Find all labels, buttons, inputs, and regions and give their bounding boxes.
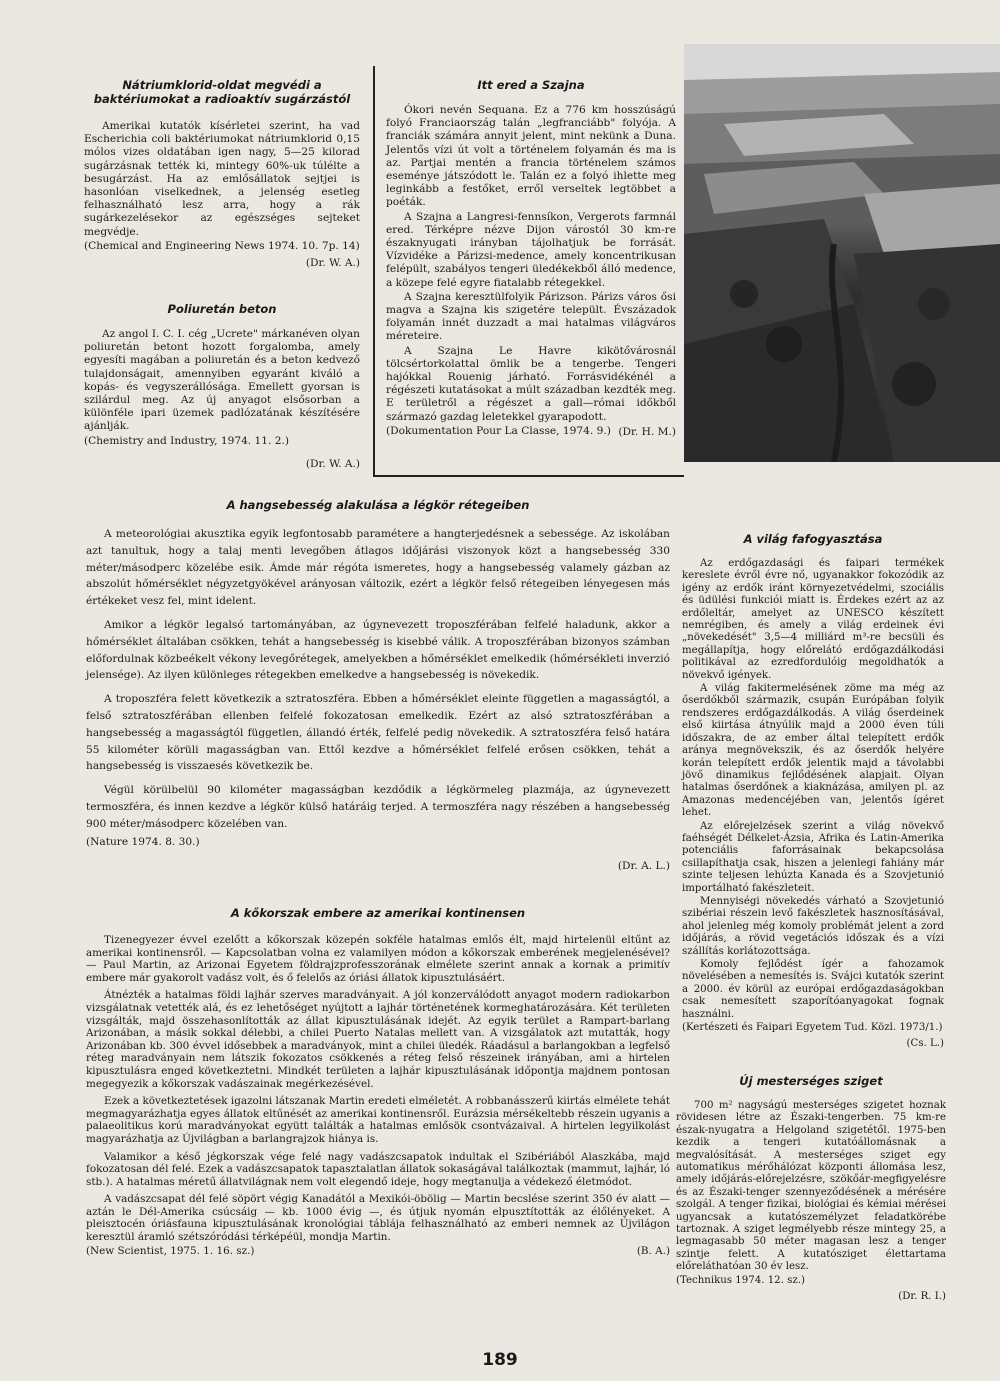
article-paragraph: Átnézték a hatalmas földi lajhár szerves maradványait. A jól konzerválódott anyagot modern radiokarbon vizsgálatnak vetették alá, és ez lehetőséget nyújtott a lajhár történetének kormeghatározására. Két területen vizsgálták, majd összehasonlították az állat kipusztulásának idejét. Az egyik terület a Rampart-barlang Arizonában, a másik sokkal délebbi, a chilei Puerto Natalas mellett van. A vizsgálatok azt mutatták, hogy Arizonában kb. 300 évvel idősebbek a maradványok, mint a chilei üledék. Ráadásul a barlangokban a legfelső réteg maradványain nem látszik fokozatos csökkenés a réteg felső részeinek irányában, ami a hirtelen kipusztulásra enged következtetni. Mindkét területen a lajhár kipusztulásának időpontja majdnem pontosan megegyezik a kőkorszak vadászainak megérkezésével.	[86, 989, 670, 1090]
article-paragraph: Az előrejelzések szerint a világ növekvő faéhségét Délkelet-Ázsia, Afrika és Latin-Amerika potenciális faforrásainak bekapcsolása csillapíthatja csak, hiszen a jelenlegi fahiány már szinte teljesen lehúzta Kanada és a Szovjetunió importálható fakészleteit.	[682, 820, 944, 894]
article-signature: (Dr. A. L.)	[617, 860, 670, 873]
article-natrium	[84, 78, 360, 274]
page-number: 189	[482, 1350, 518, 1370]
article-paragraph: Az erdőgazdasági és faipari termékek kereslete évről évre nő, ugyanakkor fokozódik az igény az erdők iránt környezetvédelmi, szociális és üdülési funkciói miatt is. Érdekes ezért az az erdőleltár, amelyet az UNESCO készített nemrégiben, és amely a világ erdeinek évi „növekedését" 3,5—4 milliárd m³-re becsüli és megállapítja, hogy előrelátó erdőgazdálkodási politikával az ezredfordulóig megoldhatók a növekvő igények.	[682, 558, 944, 681]
article-paragraph: Tizenegyezer évvel ezelőtt a kőkorszak közepén sokféle hatalmas emlős élt, majd hirtelenül eltűnt az amerikai kontinensről. — Kapcsolatban volna ez valamilyen módon a kőkorszak emberének megjelenésével? — Paul Martin, az Arizonai Egyetem földrajzprofesszorának elmélete szerint annak a kornak a primitív embere már gyakorolt vadász volt, és ő felelős az óriási állatok kipusztulásáért.	[86, 934, 670, 984]
article-title: Poliuretán beton	[167, 302, 277, 316]
box-bottom-rule	[373, 475, 684, 477]
article-paragraph: Komoly fejlődést ígér a fahozamok növelésében a nemesítés is. Svájci kutatók szerint a 2000. év körül az európai erdőgazdaságokban csak nemesített szaporítóanyagokat fognak használni.	[682, 959, 944, 1020]
article-title: Új mesterséges sziget	[739, 1074, 883, 1088]
article-title: A kőkorszak embere az amerikai kontinensen	[230, 906, 526, 920]
article-paragraph: A meteorológiai akusztika egyik legfontosabb paramétere a hangterjedésnek a sebessége. Az iskolában azt tanultuk, hogy a talaj menti levegőben átlagos időjárási viszonyok közt a hangsebesség 330 méter/másodperc közelébe esik. Ámde már régóta ismeretes, hogy a hangsebesség valamely gázban az abszolút hőmérséklet négyzetgyökével arányosan változik, ezért a légkör felső rétegeiben lényegesen más értékeket vesz fel, mint idelent.	[86, 528, 670, 608]
article-paragraph: Az angol I. C. I. cég „Ucrete" márkanéven olyan poliuretán betont hozott forgalomba, amely egyesíti magában a poliuretán és a beton kedvező tulajdonságait, amennyiben egyaránt kiváló a kopás- és vegyszerállósága. Emellett gyorsan is szilárdul meg. Az új anyagot elsősorban a különféle ipari üzemek padlózatának készítésére ajánlják.	[84, 328, 360, 433]
article-signature: (B. A.)	[636, 1245, 670, 1258]
article-signature: (Dr. H. M.)	[618, 426, 676, 439]
article-szajna	[386, 78, 676, 443]
article-signature: (Dr. W. A.)	[305, 457, 360, 470]
box-left-rule	[373, 66, 375, 476]
article-source: (Dokumentation Pour La Classe, 1974. 9.)	[386, 424, 611, 437]
article-signature: (Dr. W. A.)	[305, 257, 360, 270]
article-title: A világ fafogyasztása	[743, 532, 883, 546]
article-source: (Chemistry and Industry, 1974. 11. 2.)	[84, 434, 289, 447]
article-paragraph: Végül körülbelül 90 kilométer magasságban kezdődik a légkörmeleg plazmája, az úgynevezett termoszféra, és innen kezdve a légkör külső határáig terjed. A termoszféra nagy részében a hangsebesség 900 méter/másodperc közelében van.	[86, 784, 670, 830]
article-source: (Kertészeti és Faipari Egyetem Tud. Közl. 1973/1.)	[682, 1022, 943, 1034]
article-paragraph: A Szajna keresztülfolyik Párizson. Párizs város ősi magva a Szajna kis szigetére települt. Évszázadok folyamán innét duzzadt a mai hatalmas világváros méreteire.	[386, 290, 676, 343]
article-title: A hangsebesség alakulása a légkör rétegeiben	[226, 498, 530, 512]
article-title: Itt ered a Szajna	[477, 78, 585, 92]
article-paragraph: Valamikor a késő jégkorszak vége felé nagy vadászcsapatok indultak el Szibériából Alaszkába, majd fokozatosan dél felé. Ezek a vadászcsapatok tapasztalatlan állatok sokaságával találkoztak (mammut, lajhár, ló stb.). A hatalmas méretű állatvilágnak nem volt elegendő ideje, hogy megtanulja a védekező életmódot.	[86, 1150, 670, 1188]
article-paragraph: A vadászcsapat dél felé söpört végig Kanadától a Mexikói-öbölig — Martin becslése szerint 350 év alatt — aztán le Dél-Amerika csúcsáig — kb. 1000 évig —, és útjuk nyomán elpusztították az élőlényeket. A pleisztocén óriásfauna kipusztulásának kronológiai táblája felhasználható az emberi nemnek az Újvilágon keresztül áramló szétszóródási térképéül, mondja Martin.	[86, 1193, 670, 1244]
article-fafogyasztas	[682, 532, 944, 1055]
article-sziget	[676, 1074, 946, 1308]
article-signature: (Cs. L.)	[906, 1038, 944, 1050]
article-paragraph: Mennyiségi növekedés várható a Szovjetunió szibériai részein levő fakészletek hasznosításával, ahol jelenleg még komoly problémát jelent a zord időjárás, a rövid vegetációs időszak és a vízi szállítás korlátozottsága.	[682, 895, 944, 957]
article-paragraph: Ezek a következtetések igazolni látszanak Martin eredeti elméletét. A robbanásszerű kiirtás elmélete tehát megmagyarázhatja egyes állatok eltűnését az amerikai kontinensről. Eurázsia mérsékeltebb részein ugyanis a palaeolitikus korú maradványokat együtt találták a hatalmas emlősök csontvázaival. A hirtelen legyilkolást magyarázhatja az Újvilágban a barlangrajzok hiánya is.	[86, 1095, 670, 1145]
article-title: Nátriumklorid-oldat megvédi a baktériumokat a radioaktív sugárzástól	[93, 78, 351, 106]
article-paragraph: 700 m² nagyságú mesterséges szigetet hoznak rövidesen létre az Északi-tengerben. 75 km-re észak-nyugatra a Helgoland szigetétől. 1975-ben kezdik a tengeri kutatóállomásnak a megvalósítását. A mesterséges sziget egy automatikus mérőhálózat központi állomása lesz, amely időjárás-előrejelzésre, szökőár-megfigyelésre és az Északi-tenger szennyeződésének a mérésére szolgál. A tenger fizikai, biológiai és kémiai mérései ugyancsak a kutatószemélyzet feladatkörébe tartoznak. A sziget legmélyebb része mintegy 25, a legmagasabb 50 méter magasan lesz a tenger szintje felett. A kutatósziget élettartama előreláthatóan 30 év lesz.	[676, 1100, 946, 1273]
article-kokorszak	[86, 906, 670, 1262]
article-signature: (Dr. R. I.)	[898, 1291, 946, 1303]
article-paragraph: Ókori nevén Sequana. Ez a 776 km hosszúságú folyó Franciaország talán „legfranciább" folyója. A franciák számára annyit jelent, mint nekünk a Duna. Jelentős vízi út volt a történelem folyamán és ma is az. Partjai mentén a francia történelem számos eseménye játszódott le. Talán ez a folyó ihlette meg leginkább a festőket, erről verseltek legtöbbet a poéták.	[386, 104, 676, 209]
article-source: (Chemical and Engineering News 1974. 10. 7p. 14)	[84, 239, 360, 252]
article-paragraph: A világ fakitermelésének zöme ma még az őserdőkből származik, csupán Európában folyik rendszeres erdőgazdálkodás. A világ őserdeinek első kiirtása átnyúlik majd a 2000 éven túli időszakra, de az ember által telepített erdők aránya megnövekszik, és az őserdők helyére korán telepített erdők jelentik majd a távolabbi jövő dinamikus fejlődésének alapjait. Olyan hatalmas őserdőnek a kiaknázása, amilyen pl. az Amazonas medencéjében van, jelentős ígéret lehet.	[682, 683, 944, 819]
article-source: (Nature 1974. 8. 30.)	[86, 835, 200, 848]
landscape-photo-graphic	[684, 44, 1000, 462]
article-paragraph: A Szajna Le Havre kikötővárosnál tölcsértorkolattal ömlik be a tengerbe. Tengeri hajókkal Rouenig járható. Forrásvidékénél a régészeti kutatásokat a múlt században kezdték meg. E területről a régészet a gall—római időkből származó gazdag leletekkel gyarapodott.	[386, 344, 676, 423]
article-paragraph: Amerikai kutatók kísérletei szerint, ha vad Escherichia coli baktériumokat nátriumklorid 0,15 mólos vizes oldatában igen nagy, 5—25 kilorad sugárzásnak tették ki, mintegy 60%-uk túlélte a besugárzást. Ha az emlősállatok sejtjei is hasonlóan viselkednek, a jelenség esetleg felhasználható lesz arra, hogy a rák sugárkezelésekor az egészséges sejteket megvédje.	[84, 120, 360, 238]
landscape-photo	[684, 44, 1000, 462]
article-paragraph: A troposzféra felett következik a sztratoszféra. Ebben a hőmérséklet eleinte független a magasságtól, a felső sztratoszférában ellenben felfelé fokozatosan emelkedik. Ezért az alsó sztratoszférában a hangsebesség a magasságtól független, állandó érték, felfelé pedig növekedik. A sztratoszféra felső határa 55 kilométer körüli magasságban van. Ettől kezdve a hőmérséklet felfelé erősen csökken, tehát a hangsebesség is visszaesés következik be.	[86, 693, 670, 773]
article-source: (Technikus 1974. 12. sz.)	[676, 1274, 805, 1286]
article-hangsebesseg	[86, 498, 670, 879]
article-poliuretan	[84, 302, 360, 475]
article-paragraph: A Szajna a Langresi-fennsíkon, Vergerots farmnál ered. Térképre nézve Dijon várostól 30 km-re északnyugati irányban tájolhatjuk be forrását. Vízvidéke a Párizsi-medence, amely koncentrikusan felépült, szabályos tengeri üledékekből álló medence, a közepe felé egyre fiatalabb rétegekkel.	[386, 210, 676, 289]
article-source: (New Scientist, 1975. 1. 16. sz.)	[86, 1244, 255, 1257]
article-paragraph: Amikor a légkör legalsó tartományában, az úgynevezett troposzférában felfelé haladunk, akkor a hőmérséklet általában csökken, tehát a hangsebesség is kisebbé válik. A troposzférában bizonyos számban előfordulnak közbeékelt vékony levegőrétegek, amelyekben a hőmérséklet emelkedik (hőmérsékleti inverzió jelensége). Az ilyen különleges rétegekben emelkedve a hangsebesség is növekedik.	[86, 618, 670, 682]
